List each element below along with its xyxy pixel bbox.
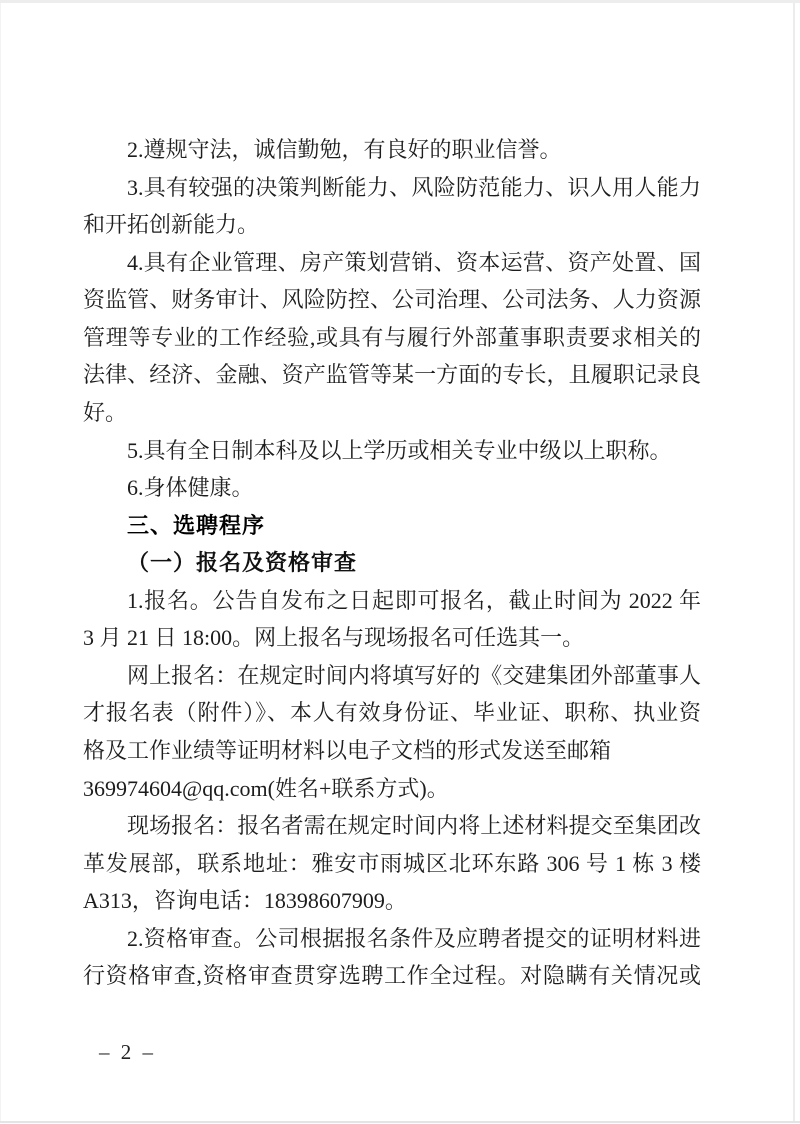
text-line: 行资格审查,资格审查贯穿选聘工作全过程。对隐瞒有关情况或 <box>83 963 701 989</box>
text-line: 和开拓创新能力。 <box>83 212 260 238</box>
page-right-edge <box>793 3 795 1121</box>
page-top-edge <box>0 0 800 3</box>
text-line: 好。 <box>83 399 128 425</box>
text-line: 1.报名。公告自发布之日起即可报名，截止时间为 2022 年 <box>127 587 701 613</box>
text-line: 格及工作业绩等证明材料以电子文档的形式发送至邮箱 <box>83 738 612 763</box>
text-line: 3.具有较强的决策判断能力、风险防范能力、识人用人能力 <box>127 174 701 200</box>
text-line: 5.具有全日制本科及以上学历或相关专业中级以上职称。 <box>127 437 672 463</box>
text-line: 369974604@qq.com(姓名+联系方式)。 <box>83 775 449 801</box>
page-bottom-edge <box>0 1121 800 1123</box>
text-line: 网上报名：在规定时间内将填写好的《交建集团外部董事人 <box>127 662 701 688</box>
text-line: 2.资格审查。公司根据报名条件及应聘者提交的证明材料进 <box>127 925 701 951</box>
page-number: – 2 – <box>99 1040 156 1064</box>
section-heading: 三、选聘程序 <box>127 512 266 538</box>
text-line: 4.具有企业管理、房产策划营销、资本运营、资产处置、国 <box>127 249 701 275</box>
text-line: 3 月 21 日 18:00。网上报名与现场报名可任选其一。 <box>83 625 585 651</box>
text-line: 革发展部，联系地址：雅安市雨城区北环东路 306 号 1 栋 3 楼 <box>83 850 701 876</box>
text-line: 才报名表（附件）》、本人有效身份证、毕业证、职称、执业资 <box>83 700 701 726</box>
text-line: 管理等专业的工作经验,或具有与履行外部董事职责要求相关的 <box>83 324 701 350</box>
text-line: 2.遵规守法，诚信勤勉，有良好的职业信誉。 <box>127 137 562 162</box>
text-line: A313，咨询电话：18398607909。 <box>83 888 407 914</box>
text-line: 现场报名：报名者需在规定时间内将上述材料提交至集团改 <box>127 813 701 839</box>
document-text-block <box>83 131 701 995</box>
text-line: 6.身体健康。 <box>127 475 254 501</box>
text-line: 法律、经济、金融、资产监管等某一方面的专长，且履职记录良 <box>83 362 701 388</box>
text-line: 资监管、财务审计、风险防控、公司治理、公司法务、人力资源 <box>83 287 701 313</box>
subsection-heading: （一）报名及资格审查 <box>127 550 358 576</box>
page-left-edge <box>0 3 1 1121</box>
